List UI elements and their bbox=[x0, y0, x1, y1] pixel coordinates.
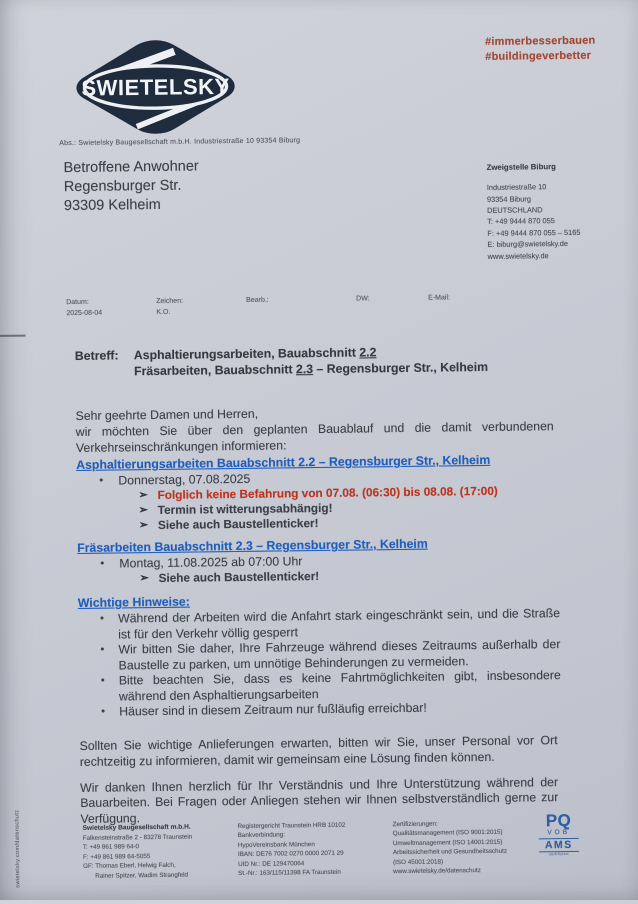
pq-logo-text: PQ bbox=[545, 810, 572, 831]
recipient-name: Betroffene Anwohner bbox=[63, 158, 199, 177]
branch-city: 93354 Biburg bbox=[486, 193, 531, 204]
note-bullet-2: Wir bitten Sie daher, Ihre Fahrzeuge während dieses Zeitraums außerhalb der Baustelle zu parken, um unnötige Behinderungen zu vermeiden. bbox=[118, 637, 561, 672]
ref-bearb bbox=[246, 296, 269, 307]
note-bullet-1: Während der Arbeiten wird die Anfahrt stark eingeschränkt sein, und die Straße ist für den Verkehr völlig gesperrt bbox=[117, 606, 561, 641]
branch-title: Zweigstelle Biburg bbox=[486, 162, 556, 172]
section1-ticker-note: Siehe auch Baustellenticker! bbox=[157, 516, 319, 532]
bullet-icon: • bbox=[101, 705, 106, 718]
ref-dw-label: DW: bbox=[356, 295, 370, 303]
ref-email-label: E-Mail: bbox=[428, 294, 450, 302]
ref-datum bbox=[66, 298, 102, 320]
arrow-icon: ➢ bbox=[138, 489, 148, 502]
ref-zeichen bbox=[156, 297, 183, 319]
ref-datum-value: 2025-08-04 bbox=[66, 309, 103, 317]
note-bullet-3: Bitte beachten Sie, dass es keine Fahrtmöglichkeiten gibt, insbesondere während den Asphaltierungsarbeiten bbox=[118, 668, 561, 703]
footer-cert-label: Zertifizierungen: bbox=[392, 820, 438, 829]
subject-line2: Fräsarbeiten, Bauabschnitt bbox=[133, 362, 297, 379]
section2-date: Montag, 11.08.2025 ab 07:00 Uhr bbox=[119, 554, 303, 571]
recipient-city: 93309 Kelheim bbox=[63, 196, 161, 214]
salutation: Sehr geehrte Damen und Herren, bbox=[75, 406, 259, 423]
note-bullet-4: Häuser sind in diesem Zeitraum nur fußläufig erreichbar! bbox=[119, 700, 427, 719]
branch-country: DEUTSCHLAND bbox=[487, 205, 543, 215]
intro-paragraph: wir möchten Sie über den geplanten Bauablauf und die damit verbundenen Verkehrseinschränkungen informieren: bbox=[75, 419, 554, 455]
footer-company-gf2: Rainer Spitzer, Wadim Strangfeld bbox=[95, 871, 189, 880]
ref-email bbox=[428, 293, 450, 304]
section2-ticker-note: Siehe auch Baustellenticker! bbox=[158, 569, 320, 585]
hashtag-de: #immerbesserbauen bbox=[484, 34, 596, 48]
footer-cert-iso45001a: Arbeitssicherheit und Gesundheitsschutz bbox=[392, 848, 508, 857]
hashtag-claims bbox=[485, 34, 596, 65]
footer-register-column bbox=[238, 820, 389, 878]
closing-paragraph-1: Sollten Sie wichtige Anlieferungen erwarten, bitten wir Sie, unser Personal vor Ort rechtzeitig zu informieren, damit wir gemeinsam eine Lösung finden können. bbox=[79, 732, 558, 769]
footer-company-address: Falkensteinstraße 2 - 83278 Traunstein bbox=[82, 833, 193, 842]
section1-weather-note: Termin ist witterungsabhängig! bbox=[157, 500, 333, 517]
ref-bearb-label: Bearb.: bbox=[246, 296, 269, 304]
arrow-icon: ➢ bbox=[138, 504, 149, 517]
subject-line1: Asphaltierungsarbeiten, Bauabschnitt bbox=[133, 345, 360, 363]
footer-certifications-column bbox=[393, 818, 534, 876]
section2-heading: Fräsarbeiten Bauabschnitt 2.3 – Regensburger Str., Kelheim bbox=[77, 536, 428, 555]
subject-line2-section: 2.3 bbox=[295, 362, 314, 377]
bullet-icon: • bbox=[100, 557, 105, 570]
footer-privacy-url: www.swietelsky.de/datenschutz bbox=[393, 867, 481, 876]
footer-uid: UID Nr.: DE 129470064 bbox=[238, 859, 305, 868]
recipient-street: Regensburger Str. bbox=[63, 177, 182, 195]
footer-company-phone: T: +49 861 989 64-0 bbox=[82, 843, 140, 852]
bullet-icon: • bbox=[100, 674, 105, 687]
ref-zeichen-value: K.O. bbox=[156, 308, 171, 316]
ref-dw bbox=[356, 294, 370, 305]
notes-heading: Wichtige Hinweise: bbox=[77, 594, 190, 610]
footer-bank-label: Bankverbindung: bbox=[237, 831, 286, 840]
bullet-icon: • bbox=[100, 643, 105, 656]
hashtag-en: #buildingeverbetter bbox=[485, 49, 592, 63]
closing-paragraph-2: Wir danken Ihnen herzlich für Ihr Verständnis und Ihre Unterstützung während der Bauarbeiten. Bei Fragen oder Anliegen stehen wir Ihnen selbstverständlich gerne zur Verfügung. bbox=[80, 774, 559, 826]
footer-iban: IBAN: DE76 7002 0270 0000 2071 29 bbox=[237, 850, 344, 859]
recipient-address bbox=[63, 157, 199, 215]
footer-bank-name: HypoVereinsbank München bbox=[237, 840, 315, 849]
footer-cert-iso9001: Qualitätsmanagement (ISO 9001:2015) bbox=[392, 829, 503, 838]
footer-stnr: St.-Nr.: 163/115/11398 FA Traunstein bbox=[238, 868, 341, 878]
section1-date: Donnerstag, 07.08.2025 bbox=[118, 471, 251, 488]
arrow-icon: ➢ bbox=[138, 519, 149, 532]
ref-datum-label: Datum: bbox=[66, 298, 89, 307]
branch-email: E: biburg@swietelsky.de bbox=[487, 239, 569, 250]
subject-label: Betreff: bbox=[74, 348, 119, 363]
pq-logo-caption: zertifiziert bbox=[549, 851, 569, 857]
fold-mark bbox=[0, 335, 26, 337]
pq-vob-ams-logo bbox=[538, 812, 579, 857]
swietelsky-logo-icon bbox=[59, 35, 252, 143]
ams-logo-text: AMS bbox=[539, 839, 579, 852]
branch-website: www.swietelsky.de bbox=[487, 251, 549, 261]
footer-company-gf1: GF: Thomas Eberl, Helwig Falch, bbox=[83, 861, 176, 871]
section1-closure-warning: Folglich keine Befahrung von 07.08. (06:30) bis 08.08. (17:00) bbox=[157, 483, 498, 502]
vob-logo-text: VOB bbox=[539, 830, 579, 839]
footer-cert-iso45001b: (ISO 45001:2018) bbox=[393, 858, 444, 866]
bullet-icon: • bbox=[99, 474, 104, 487]
branch-street: Industriestraße 10 bbox=[486, 182, 547, 193]
bullet-icon: • bbox=[99, 612, 104, 625]
footer-company-fax: F: +49 861 989 64-5055 bbox=[82, 852, 151, 861]
subject-line1-section: 2.2 bbox=[359, 345, 377, 360]
swietelsky-logo bbox=[59, 35, 252, 148]
letter-body bbox=[75, 342, 563, 827]
footer-company-column bbox=[83, 822, 234, 881]
subject-lines bbox=[134, 343, 488, 379]
footer-register: Registergericht Traunstein HRB 10102 bbox=[237, 821, 346, 831]
arrow-icon: ➢ bbox=[139, 572, 149, 585]
subject-block bbox=[75, 342, 557, 380]
ref-zeichen-label: Zeichen: bbox=[156, 297, 184, 305]
sender-line: Abs.: Swietelsky Baugesellschaft m.b.H. Industriestraße 10 93354 Biburg bbox=[59, 137, 301, 148]
footer-company-name: Swietelsky Baugesellschaft m.b.H. bbox=[82, 823, 191, 832]
footer-cert-iso14001: Umweltmanagement (ISO 14001:2015) bbox=[392, 838, 503, 848]
side-vertical-text: swietelsky.com/datenschutz bbox=[14, 809, 22, 888]
logo-text: SWIETELSKY bbox=[81, 73, 230, 101]
branch-phone: T: +49 9444 870 055 bbox=[487, 216, 555, 227]
branch-info bbox=[486, 161, 580, 262]
branch-fax: F: +49 9444 870 055 – 5165 bbox=[487, 227, 581, 238]
section1-heading: Asphaltierungsarbeiten Bauabschnitt 2.2 – Regensburger Str., Kelheim bbox=[76, 452, 491, 472]
subject-line2-tail: – Regensburger Str., Kelheim bbox=[312, 359, 489, 377]
